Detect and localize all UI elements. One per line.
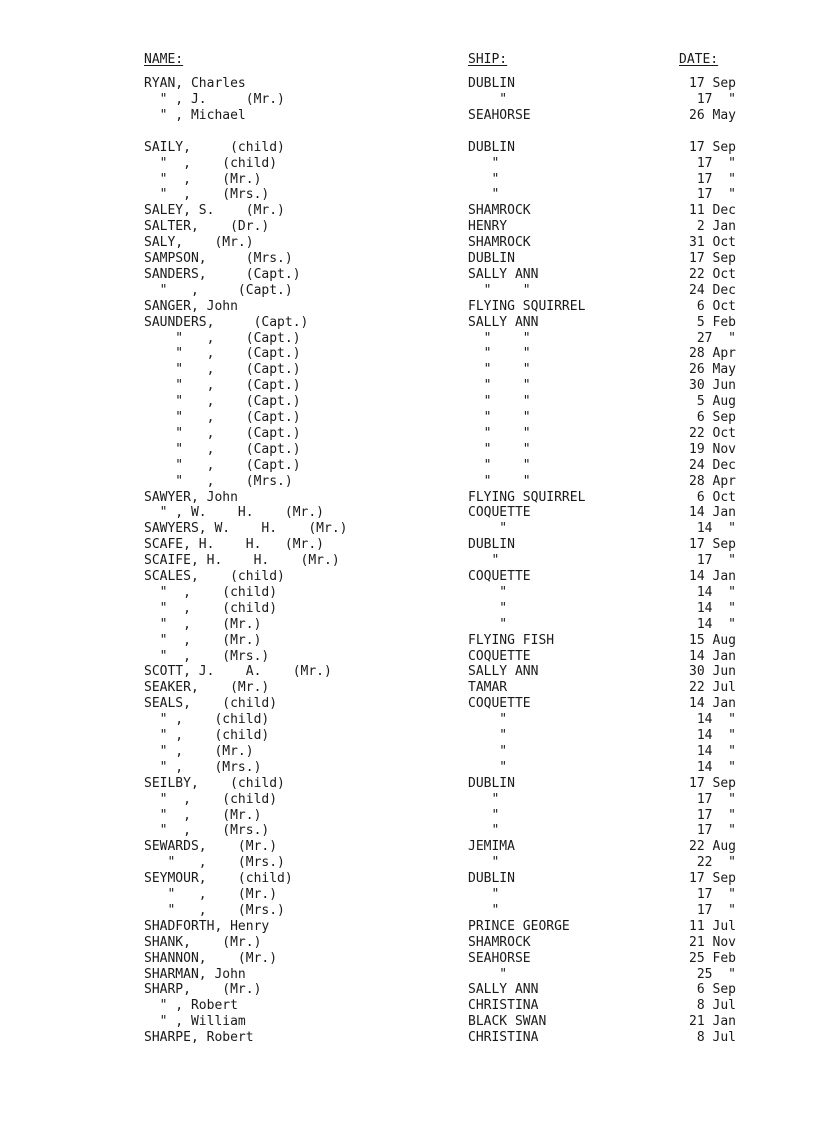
header-ship: SHIP: xyxy=(468,52,508,67)
cell-name: " , (Capt.) xyxy=(144,441,301,457)
cell-ship: HENRY xyxy=(468,219,508,235)
cell-date: 25 Feb xyxy=(689,950,736,966)
list-item xyxy=(144,982,744,998)
cell-ship: SALLY ANN xyxy=(468,266,539,282)
list-item xyxy=(144,490,744,506)
cell-ship: DUBLIN xyxy=(468,871,515,887)
cell-ship: SEAHORSE xyxy=(468,107,531,123)
cell-date: 21 Nov xyxy=(689,934,736,950)
list-item xyxy=(144,951,744,967)
cell-date: 28 Apr xyxy=(689,346,736,362)
cell-date: 11 Dec xyxy=(689,203,736,219)
cell-date: 14 Jan xyxy=(689,696,736,712)
cell-ship: COQUETTE xyxy=(468,505,531,521)
cell-name: " , (Mrs.) xyxy=(144,855,285,871)
cell-ship: " " xyxy=(468,282,531,298)
list-item xyxy=(144,140,744,156)
cell-ship: " xyxy=(468,791,500,807)
cell-name: SANDERS, (Capt.) xyxy=(144,266,301,282)
cell-name: SEYMOUR, (child) xyxy=(144,871,293,887)
cell-ship: BLACK SWAN xyxy=(468,1014,547,1030)
cell-name: " , (Mrs.) xyxy=(144,902,285,918)
list-item xyxy=(144,331,744,347)
list-item xyxy=(144,346,744,362)
cell-name: SAUNDERS, (Capt.) xyxy=(144,314,309,330)
cell-name: " , (Capt.) xyxy=(144,394,301,410)
cell-date: 17 Sep xyxy=(689,139,736,155)
cell-name: SANGER, John xyxy=(144,298,238,314)
list-item xyxy=(144,426,744,442)
cell-ship: SHAMROCK xyxy=(468,934,531,950)
cell-date: 27 " xyxy=(696,330,736,346)
cell-ship: SALLY ANN xyxy=(468,314,539,330)
cell-name: " , (Capt.) xyxy=(144,425,301,441)
cell-ship: SHAMROCK xyxy=(468,203,531,219)
cell-ship: " " xyxy=(468,394,531,410)
list-item xyxy=(144,712,744,728)
list-item xyxy=(144,553,744,569)
list-item xyxy=(144,315,744,331)
cell-date: 8 Jul xyxy=(696,1030,736,1046)
cell-date: 14 " xyxy=(696,600,736,616)
cell-ship: " xyxy=(468,855,500,871)
cell-date: 14 Jan xyxy=(689,569,736,584)
cell-date: 22 Jul xyxy=(689,680,736,696)
list-item xyxy=(144,267,744,283)
cell-name: SEAKER, (Mr.) xyxy=(144,680,270,696)
list-item xyxy=(144,394,744,410)
list-item xyxy=(144,458,744,474)
cell-ship: TAMAR xyxy=(468,680,508,696)
cell-date: 24 Dec xyxy=(689,457,736,473)
list-item xyxy=(144,839,744,855)
cell-name: " , Robert xyxy=(144,998,238,1014)
list-item xyxy=(144,108,744,124)
cell-name: SHANK, (Mr.) xyxy=(144,934,262,950)
cell-name: RYAN, Charles xyxy=(144,76,246,91)
cell-date: 17 " xyxy=(696,553,736,569)
cell-name: " , J. (Mr.) xyxy=(144,91,285,107)
cell-name: SCAIFE, H. H. (Mr.) xyxy=(144,553,340,569)
list-item xyxy=(144,649,744,665)
cell-ship: " xyxy=(468,902,500,918)
cell-ship: COQUETTE xyxy=(468,696,531,712)
cell-ship: " " xyxy=(468,346,531,362)
cell-ship: " xyxy=(468,600,508,616)
cell-name: SHARPE, Robert xyxy=(144,1030,254,1046)
cell-name: " , (child) xyxy=(144,584,278,600)
list-item xyxy=(144,172,744,188)
cell-date: 5 Feb xyxy=(696,314,736,330)
cell-date: 22 Aug xyxy=(689,839,736,855)
cell-ship: FLYING SQUIRREL xyxy=(468,298,586,314)
list-item xyxy=(144,903,744,919)
list-item xyxy=(144,728,744,744)
cell-ship: " " xyxy=(468,441,531,457)
cell-ship: SALLY ANN xyxy=(468,664,539,680)
cell-date: 2 Jan xyxy=(696,219,736,235)
list-item xyxy=(144,792,744,808)
cell-date: 6 Oct xyxy=(696,489,736,505)
cell-name: " , (Capt.) xyxy=(144,378,301,394)
cell-name: SEILBY, (child) xyxy=(144,775,285,791)
list-item xyxy=(144,823,744,839)
cell-ship: " xyxy=(468,187,500,203)
cell-ship: DUBLIN xyxy=(468,537,515,553)
cell-date: 6 Sep xyxy=(696,982,736,998)
cell-date: 17 " xyxy=(696,791,736,807)
cell-name: SCAFE, H. H. (Mr.) xyxy=(144,537,325,553)
cell-date: 30 Jun xyxy=(689,664,736,680)
list-item xyxy=(144,378,744,394)
cell-date: 14 " xyxy=(696,712,736,728)
cell-date: 14 " xyxy=(696,743,736,759)
list-item xyxy=(144,219,744,235)
cell-name: " , (Mrs.) xyxy=(144,648,270,664)
cell-date: 17 " xyxy=(696,887,736,902)
list-item xyxy=(144,760,744,776)
cell-ship: DUBLIN xyxy=(468,76,515,91)
cell-name: SCALES, (child) xyxy=(144,569,285,584)
cell-date: 17 Sep xyxy=(689,251,736,266)
cell-ship: " " xyxy=(468,378,531,394)
cell-name: " , (Mr.) xyxy=(144,171,262,187)
list-item xyxy=(144,601,744,617)
list-item xyxy=(144,410,744,426)
cell-date: 14 " xyxy=(696,584,736,600)
list-item xyxy=(144,203,744,219)
list-item xyxy=(144,251,744,267)
cell-name: " , William xyxy=(144,1014,246,1030)
list-item xyxy=(144,776,744,792)
list-item xyxy=(144,1030,744,1046)
cell-name: " , (child) xyxy=(144,791,278,807)
cell-date: 14 " xyxy=(696,616,736,632)
cell-ship: SHAMROCK xyxy=(468,235,531,251)
list-item xyxy=(144,1014,744,1030)
cell-name: SAILY, (child) xyxy=(144,139,285,155)
cell-date: 17 " xyxy=(696,171,736,187)
cell-ship: JEMIMA xyxy=(468,839,515,855)
cell-name: " , (Mrs.) xyxy=(144,759,262,775)
cell-name: SAWYER, John xyxy=(144,489,238,505)
cell-date: 31 Oct xyxy=(689,235,736,251)
cell-date: 15 Aug xyxy=(689,632,736,648)
cell-ship: " xyxy=(468,887,500,902)
cell-date: 24 Dec xyxy=(689,282,736,298)
cell-name: SCOTT, J. A. (Mr.) xyxy=(144,664,332,680)
list-item xyxy=(144,998,744,1014)
list-item xyxy=(144,442,744,458)
cell-ship: " xyxy=(468,743,508,759)
list-item xyxy=(144,585,744,601)
cell-ship: SEAHORSE xyxy=(468,950,531,966)
cell-name: " , (child) xyxy=(144,600,278,616)
cell-name: " , (Mrs.) xyxy=(144,823,270,839)
cell-ship: DUBLIN xyxy=(468,775,515,791)
cell-name: SHADFORTH, Henry xyxy=(144,918,270,934)
cell-ship: " xyxy=(468,155,500,171)
cell-name: " , (Capt.) xyxy=(144,410,301,425)
list-item xyxy=(144,935,744,951)
cell-date: 17 Sep xyxy=(689,775,736,791)
cell-ship: " " xyxy=(468,362,531,378)
list-item xyxy=(144,808,744,824)
cell-ship: DUBLIN xyxy=(468,139,515,155)
cell-ship: " " xyxy=(468,330,531,346)
cell-ship: FLYING SQUIRREL xyxy=(468,489,586,505)
list-item xyxy=(144,521,744,537)
cell-date: 8 Jul xyxy=(696,998,736,1014)
cell-ship: " xyxy=(468,807,500,823)
list-item xyxy=(144,633,744,649)
cell-date: 17 Sep xyxy=(689,537,736,553)
list-item xyxy=(144,919,744,935)
cell-date: 22 Oct xyxy=(689,425,736,441)
cell-name: " , (child) xyxy=(144,155,278,171)
cell-name: SHARMAN, John xyxy=(144,966,246,982)
cell-name: SHANNON, (Mr.) xyxy=(144,950,278,966)
list-item xyxy=(144,680,744,696)
list-item xyxy=(144,569,744,585)
cell-name: " , (Mr.) xyxy=(144,632,262,648)
cell-date: 17 " xyxy=(696,155,736,171)
cell-ship: DUBLIN xyxy=(468,251,515,266)
cell-ship: " " xyxy=(468,425,531,441)
cell-ship: CHRISTINA xyxy=(468,998,539,1014)
cell-ship: " xyxy=(468,91,508,107)
cell-ship: " xyxy=(468,616,508,632)
cell-ship: " " xyxy=(468,473,531,489)
cell-ship: FLYING FISH xyxy=(468,632,555,648)
cell-name: " , (child) xyxy=(144,728,270,743)
cell-name: SALY, (Mr.) xyxy=(144,235,254,251)
cell-name: " , (Mrs.) xyxy=(144,187,270,203)
cell-name: SALEY, S. (Mr.) xyxy=(144,203,285,219)
cell-name: " , W. H. (Mr.) xyxy=(144,505,325,521)
cell-date: 26 May xyxy=(689,362,736,378)
cell-date: 22 Oct xyxy=(689,266,736,282)
header-name: NAME: xyxy=(144,52,184,67)
cell-date: 11 Jul xyxy=(689,918,736,934)
cell-name: SEALS, (child) xyxy=(144,696,278,712)
cell-date: 17 " xyxy=(696,807,736,823)
list-item xyxy=(144,474,744,490)
cell-ship: " xyxy=(468,712,508,728)
cell-date: 17 Sep xyxy=(689,76,736,91)
cell-ship: CHRISTINA xyxy=(468,1030,539,1046)
list-item xyxy=(144,696,744,712)
cell-date: 25 " xyxy=(696,966,736,982)
cell-name: " , (Capt.) xyxy=(144,330,301,346)
list-item xyxy=(144,855,744,871)
cell-date: 17 " xyxy=(696,902,736,918)
cell-date: 28 Apr xyxy=(689,473,736,489)
cell-date: 14 " xyxy=(696,521,736,537)
cell-name: SAMPSON, (Mrs.) xyxy=(144,251,293,266)
cell-name: " , (Mr.) xyxy=(144,887,278,902)
cell-date: 14 " xyxy=(696,728,736,743)
cell-ship: " xyxy=(468,553,500,569)
cell-name: " , (Mr.) xyxy=(144,807,262,823)
cell-ship: " " xyxy=(468,457,531,473)
cell-ship: COQUETTE xyxy=(468,648,531,664)
cell-name: SHARP, (Mr.) xyxy=(144,982,262,998)
cell-name: " , (Mr.) xyxy=(144,616,262,632)
cell-name: " , (Mrs.) xyxy=(144,473,293,489)
cell-ship: SALLY ANN xyxy=(468,982,539,998)
list-item xyxy=(144,537,744,553)
list-item xyxy=(144,76,744,92)
cell-ship: " xyxy=(468,823,500,839)
cell-date: 21 Jan xyxy=(689,1014,736,1030)
cell-date: 22 " xyxy=(696,855,736,871)
cell-name: SALTER, (Dr.) xyxy=(144,219,270,235)
cell-name: SAWYERS, W. H. (Mr.) xyxy=(144,521,348,537)
cell-date: 26 May xyxy=(689,107,736,123)
cell-name: SEWARDS, (Mr.) xyxy=(144,839,278,855)
cell-date: 14 Jan xyxy=(689,505,736,521)
cell-ship: " xyxy=(468,966,508,982)
header-date: DATE: xyxy=(679,52,719,67)
list-item xyxy=(144,871,744,887)
list-item xyxy=(144,617,744,633)
cell-date: 14 " xyxy=(696,759,736,775)
list-item xyxy=(144,967,744,983)
cell-date: 30 Jun xyxy=(689,378,736,394)
list-item xyxy=(144,156,744,172)
list-item xyxy=(144,362,744,378)
cell-name: " , (Capt.) xyxy=(144,362,301,378)
cell-ship: " " xyxy=(468,410,531,425)
cell-date: 5 Aug xyxy=(696,394,736,410)
cell-ship: COQUETTE xyxy=(468,569,531,584)
cell-name: " , (child) xyxy=(144,712,270,728)
cell-date: 17 " xyxy=(696,187,736,203)
cell-date: 17 " xyxy=(696,91,736,107)
list-item xyxy=(144,664,744,680)
cell-ship: " xyxy=(468,521,508,537)
cell-date: 6 Oct xyxy=(696,298,736,314)
list-item xyxy=(144,187,744,203)
cell-name: " , (Capt.) xyxy=(144,282,293,298)
list-item xyxy=(144,283,744,299)
list-item xyxy=(144,744,744,760)
cell-date: 17 Sep xyxy=(689,871,736,887)
cell-date: 19 Nov xyxy=(689,441,736,457)
cell-date: 17 " xyxy=(696,823,736,839)
cell-date: 6 Sep xyxy=(696,410,736,425)
cell-ship: " xyxy=(468,584,508,600)
cell-date: 14 Jan xyxy=(689,648,736,664)
cell-ship: PRINCE GEORGE xyxy=(468,918,570,934)
list-item xyxy=(144,299,744,315)
cell-name: " , (Capt.) xyxy=(144,346,301,362)
cell-ship: " xyxy=(468,728,508,743)
list-item xyxy=(144,92,744,108)
list-item xyxy=(144,887,744,903)
list-item xyxy=(144,235,744,251)
cell-name: " , Michael xyxy=(144,107,246,123)
cell-ship: " xyxy=(468,759,508,775)
list-item xyxy=(144,505,744,521)
cell-name: " , (Capt.) xyxy=(144,457,301,473)
cell-ship: " xyxy=(468,171,500,187)
cell-name: " , (Mr.) xyxy=(144,743,254,759)
